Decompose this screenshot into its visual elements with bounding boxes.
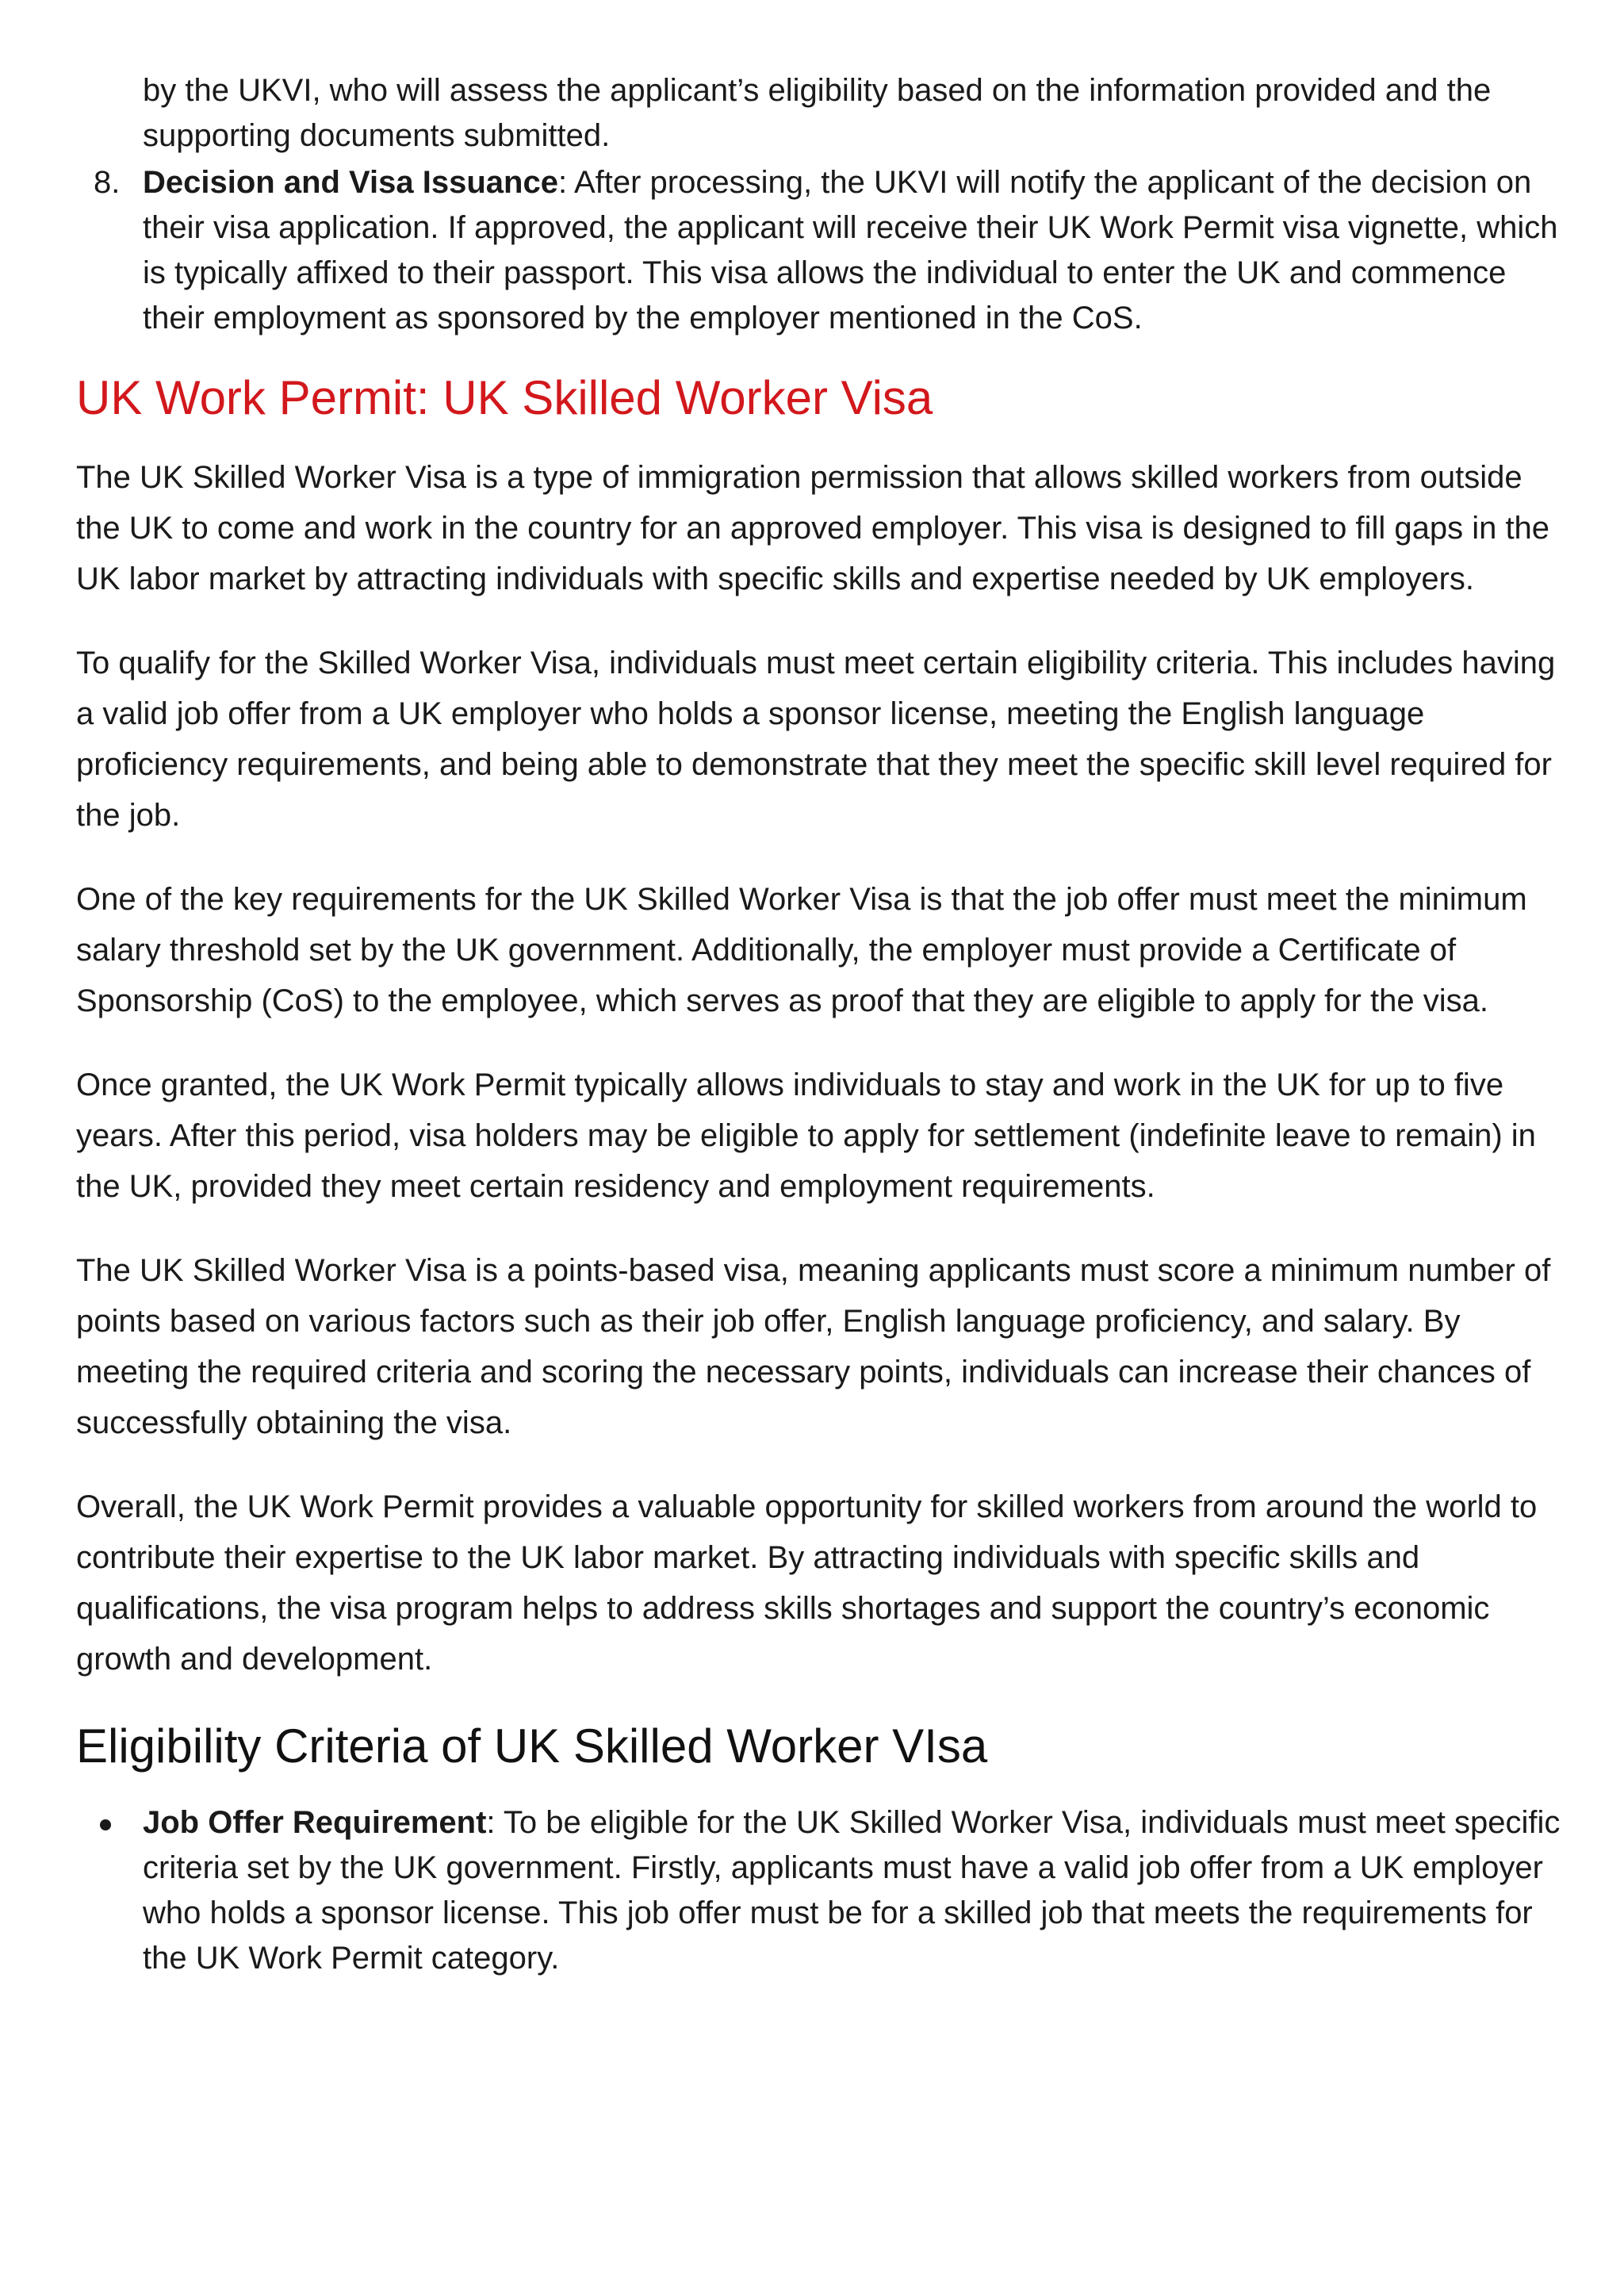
list-item-decision: [76, 160, 1567, 341]
numbered-list: [76, 68, 1567, 341]
paragraph: Overall, the UK Work Permit provides a valuable opportunity for skilled workers from around the world to contribute their expertise to the UK labor market. By attracting individuals with specific skills and qualifications, the visa program helps to address skills shortages and support the country’s economic growth and development.: [76, 1489, 1538, 1677]
bullet-dot-icon: [100, 1819, 111, 1830]
list-item-number: 8.: [94, 165, 121, 200]
list-item-text: by the UKVI, who will assess the applicant’s eligibility based on the information provided and the supporting documents submitted.: [143, 73, 1492, 153]
paragraph: One of the key requirements for the UK Skilled Worker Visa is that the job offer must meet the minimum salary threshold set by the UK government. Additionally, the employer must provide a Certificate of Sponsorship (CoS) to the employee, which serves as proof that they are eligible to apply for the visa.: [76, 882, 1527, 1018]
bullet-item-text: : To be eligible for the UK Skilled Worker Visa, individuals must meet specific criteria set by the UK government. Firstly, applicants must have a valid job offer from a UK employer who holds a sponsor license. This job offer must be for a skilled job that meets the requirements for the UK Work Permit category.: [143, 1805, 1561, 1976]
bullet-item-job-offer: [76, 1800, 1567, 1981]
paragraph: The UK Skilled Worker Visa is a type of immigration permission that allows skilled workers from outside the UK to come and work in the country for an approved employer. This visa is designed to fill gaps in the UK labor market by attracting individuals with specific skills and expertise needed by UK employers.: [76, 460, 1550, 596]
document-page: [76, 68, 1567, 1981]
section-heading-skilled-worker-visa: UK Work Permit: UK Skilled Worker Visa: [76, 371, 933, 424]
list-item-continued: [76, 68, 1567, 159]
list-item-text: : After processing, the UKVI will notify the applicant of the decision on their visa application. If approved, the applicant will receive their UK Work Permit visa vignette, which is typically affixed to their passport. This visa allows the individual to enter the UK and commence their employment as sponsored by the employer mentioned in the CoS.: [143, 165, 1558, 335]
bullet-list: [76, 1800, 1567, 1981]
list-item-title: Decision and Visa Issuance: [143, 165, 558, 200]
paragraph: The UK Skilled Worker Visa is a points-based visa, meaning applicants must score a minimum number of points based on various factors such as their job offer, English language proficiency, and salary. By meeting the required criteria and scoring the necessary points, individuals can increase their chances of successfully obtaining the visa.: [76, 1253, 1551, 1440]
section-heading-eligibility-criteria: Eligibility Criteria of UK Skilled Worker VIsa: [76, 1719, 988, 1773]
bullet-item-title: Job Offer Requirement: [143, 1805, 487, 1840]
paragraph: Once granted, the UK Work Permit typically allows individuals to stay and work in the UK for up to five years. After this period, visa holders may be eligible to apply for settlement (indefinite leave to remain) in the UK, provided they meet certain residency and employment requirements.: [76, 1068, 1536, 1204]
paragraph: To qualify for the Skilled Worker Visa, individuals must meet certain eligibility criteria. This includes having a valid job offer from a UK employer who holds a sponsor license, meeting the English language proficiency requirements, and being able to demonstrate that they meet the specific skill level required for the job.: [76, 646, 1556, 833]
